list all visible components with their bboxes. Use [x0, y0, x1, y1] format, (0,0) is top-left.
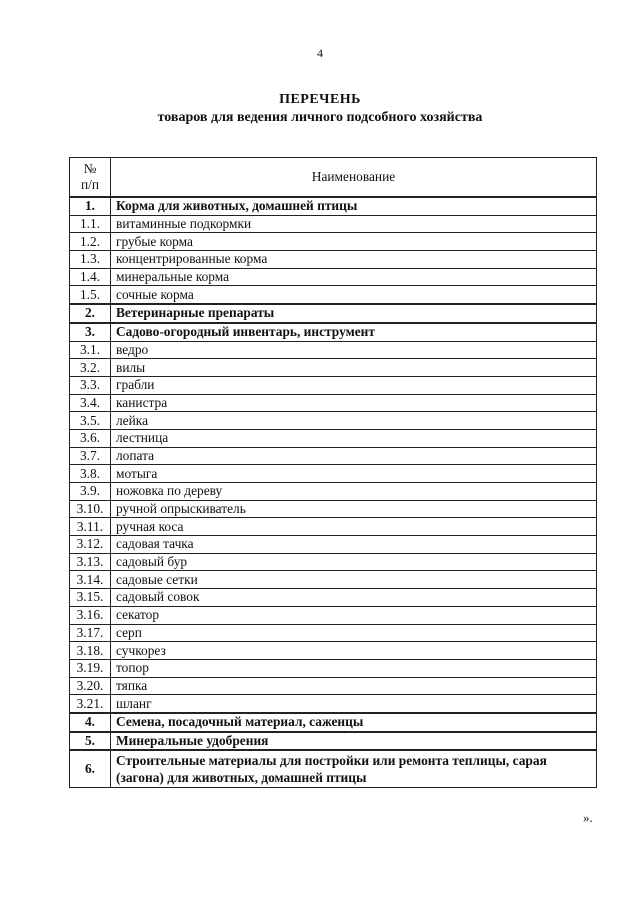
row-name: сучкорез: [111, 642, 597, 660]
row-name: концентрированные корма: [111, 251, 597, 269]
table-row: [70, 412, 597, 430]
row-number: 3.17.: [70, 624, 111, 642]
table-row: [70, 750, 597, 788]
row-name: грубые корма: [111, 233, 597, 251]
row-name: садовый бур: [111, 553, 597, 571]
row-name: грабли: [111, 376, 597, 394]
row-name: садовый совок: [111, 589, 597, 607]
row-number: 1.3.: [70, 251, 111, 269]
row-number: 3.7.: [70, 447, 111, 465]
row-name: серп: [111, 624, 597, 642]
row-name: садовая тачка: [111, 536, 597, 554]
table-row: [70, 376, 597, 394]
header-num-line1: №: [83, 161, 97, 176]
row-number: 3.10.: [70, 500, 111, 518]
row-number: 3.2.: [70, 359, 111, 377]
table-row: [70, 215, 597, 233]
row-number: 3.6.: [70, 429, 111, 447]
row-name: Корма для животных, домашней птицы: [111, 197, 597, 215]
table-row: [70, 251, 597, 269]
table-row: [70, 695, 597, 713]
row-name: минеральные корма: [111, 268, 597, 286]
row-name: тяпка: [111, 677, 597, 695]
table-row: [70, 732, 597, 751]
row-name: секатор: [111, 606, 597, 624]
row-number: 3.4.: [70, 394, 111, 412]
row-number: 3.12.: [70, 536, 111, 554]
row-name: Семена, посадочный материал, саженцы: [111, 713, 597, 732]
table-row: [70, 518, 597, 536]
row-name: лейка: [111, 412, 597, 430]
row-name: ножовка по дереву: [111, 483, 597, 501]
row-number: 1.4.: [70, 268, 111, 286]
row-number: 1.5.: [70, 286, 111, 304]
table-row: [70, 447, 597, 465]
row-number: 3.5.: [70, 412, 111, 430]
table-row: [70, 359, 597, 377]
row-name: витаминные подкормки: [111, 215, 597, 233]
row-number: 1.2.: [70, 233, 111, 251]
table-row: [70, 483, 597, 501]
table-row: [70, 659, 597, 677]
table-row: [70, 323, 597, 341]
table-row: [70, 624, 597, 642]
row-number: 3.3.: [70, 376, 111, 394]
row-number: 2.: [70, 304, 111, 323]
table-row: [70, 197, 597, 215]
table-row: [70, 394, 597, 412]
row-name: Строительные материалы для постройки или ремонта теплицы, сарая (загона) для животных, домашней птицы: [111, 750, 597, 788]
row-name: ведро: [111, 341, 597, 359]
row-name: ручной опрыскиватель: [111, 500, 597, 518]
document-title: ПЕРЕЧЕНЬ: [279, 92, 361, 107]
row-number: 4.: [70, 713, 111, 732]
row-number: 3.9.: [70, 483, 111, 501]
row-number: 3.1.: [70, 341, 111, 359]
row-name: канистра: [111, 394, 597, 412]
row-number: 3.15.: [70, 589, 111, 607]
row-name: шланг: [111, 695, 597, 713]
row-number: 3.20.: [70, 677, 111, 695]
row-number: 3.19.: [70, 659, 111, 677]
table-row: [70, 341, 597, 359]
row-name: садовые сетки: [111, 571, 597, 589]
row-number: 3.: [70, 323, 111, 341]
row-number: 6.: [70, 750, 111, 788]
table-row: [70, 677, 597, 695]
closing-quote: ».: [583, 810, 593, 825]
row-name: сочные корма: [111, 286, 597, 304]
table-row: [70, 465, 597, 483]
table-header-row: [70, 158, 597, 198]
table-row: [70, 304, 597, 323]
goods-table: [69, 157, 597, 788]
document-subtitle: товаров для ведения личного подсобного хозяйства: [157, 110, 483, 125]
row-number: 3.8.: [70, 465, 111, 483]
table-row: [70, 713, 597, 732]
row-number: 1.1.: [70, 215, 111, 233]
row-name: мотыга: [111, 465, 597, 483]
header-num: [70, 158, 111, 198]
row-number: 3.21.: [70, 695, 111, 713]
table-row: [70, 536, 597, 554]
row-number: 1.: [70, 197, 111, 215]
row-name: вилы: [111, 359, 597, 377]
row-name: Ветеринарные препараты: [111, 304, 597, 323]
table-row: [70, 571, 597, 589]
table-row: [70, 233, 597, 251]
header-name: Наименование: [111, 158, 597, 198]
table-row: [70, 286, 597, 304]
row-number: 3.11.: [70, 518, 111, 536]
row-number: 3.13.: [70, 553, 111, 571]
row-name: Садово-огородный инвентарь, инструмент: [111, 323, 597, 341]
table-row: [70, 268, 597, 286]
row-number: 3.18.: [70, 642, 111, 660]
table-row: [70, 642, 597, 660]
table-row: [70, 500, 597, 518]
header-num-line2: п/п: [80, 177, 100, 192]
row-number: 3.16.: [70, 606, 111, 624]
row-name: лопата: [111, 447, 597, 465]
table-row: [70, 553, 597, 571]
row-name: топор: [111, 659, 597, 677]
row-name: ручная коса: [111, 518, 597, 536]
row-name: Минеральные удобрения: [111, 732, 597, 751]
table-row: [70, 606, 597, 624]
row-number: 5.: [70, 732, 111, 751]
row-name: лестница: [111, 429, 597, 447]
row-number: 3.14.: [70, 571, 111, 589]
table-row: [70, 429, 597, 447]
page-number: 4: [317, 46, 323, 60]
table-row: [70, 589, 597, 607]
